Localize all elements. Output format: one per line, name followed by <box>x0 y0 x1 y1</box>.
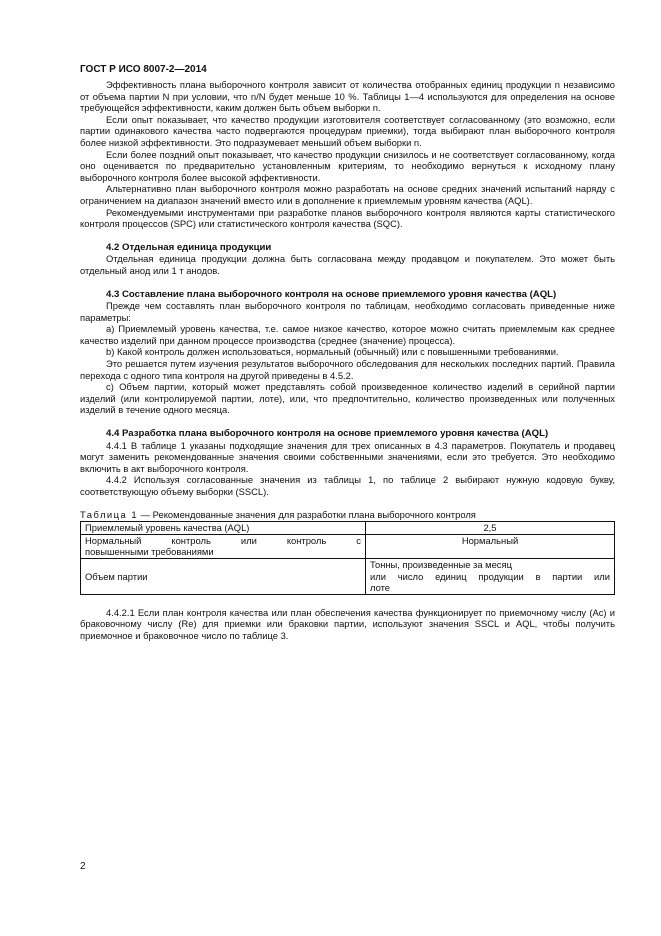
section-heading-4-2: 4.2 Отдельная единица продукции <box>106 241 272 253</box>
table-row <box>81 522 615 535</box>
document-body <box>80 79 615 642</box>
paragraph: 4.4.2.1 Если план контроля качества или план обеспечения качества функционирует по приемочному числу (Ac) и браковочному числу (Re) для приемки или браковки партии, используют значения SSCL и AQL, чтобы получить приемочное и браковочное число по таблице 3. <box>80 606 615 641</box>
recommended-values-table <box>80 521 615 595</box>
cell-line: Тонны, произведенные за месяц <box>370 558 512 570</box>
paragraph: Отдельная единица продукции должна быть согласована между продавцом и покупателем. Это может быть отдельный анод или 1 т анодов. <box>80 253 615 276</box>
table-row <box>81 534 615 558</box>
cell-line: или число единиц продукции в партии или <box>370 570 610 582</box>
cell-line: Нормальный контроль или контроль с <box>85 534 361 546</box>
section-heading-4-4: 4.4 Разработка плана выборочного контроля на основе приемлемого уровня качества (AQL) <box>106 428 549 440</box>
section-heading-4-3: 4.3 Составление плана выборочного контроля на основе приемлемого уровня качества (AQL) <box>106 288 557 300</box>
table-cell: Нормальный <box>366 534 615 558</box>
cell-line: лоте <box>370 582 390 594</box>
paragraph: Альтернативно план выборочного контроля можно разработать на основе средних значений испытаний наряду с ограничением на диапазон значений вместо или в дополнение к приемлемым уровням качества (AQL). <box>80 183 615 206</box>
table-caption <box>80 509 615 521</box>
paragraph: Это решается путем изучения результатов выборочного обследования для нескольких последних партий. Правила перехода с одного типа контроля на другой приведены в 4.5.2. <box>80 358 615 381</box>
list-item-c: c) Объем партии, который может представлять собой произведенное количество изделий в серийной партии изделий (или контролируемой партии, лоте), или, что предпочтительно, количество произведенных или полученных изделий в течение одного месяца. <box>80 381 615 416</box>
paragraph: 4.4.2 Используя согласованные значения из таблицы 1, по таблице 2 выбирают нужную кодовую букву, соответствующую объему выборки (SSCL). <box>80 474 615 497</box>
table-cell <box>81 534 366 558</box>
table-row <box>81 558 615 594</box>
table-caption-label: Таблица 1 <box>80 508 139 520</box>
table-cell <box>366 558 615 594</box>
document-header: ГОСТ Р ИСО 8007-2—2014 <box>80 64 207 75</box>
paragraph: Если опыт показывает, что качество продукции изготовителя соответствует согласованному (это возможно, если партии одинакового качества часто подвергаются процедурам приемки), тогда выбирают план выборочного контроля более низкой эффективности. Это подразумевает меньший объем выборки n. <box>80 113 615 148</box>
page-number: 2 <box>80 861 86 872</box>
list-item-b: b) Какой контроль должен использоваться, нормальный (обычный) или с повышенными требованиями. <box>106 346 559 358</box>
cell-line: повышенными требованиями <box>85 546 214 558</box>
paragraph: Прежде чем составлять план выборочного контроля по таблицам, необходимо согласовать приведенные ниже параметры: <box>80 300 615 323</box>
paragraph: Рекомендуемыми инструментами при разработке планов выборочного контроля являются карты статистического контроля процессов (SPC) или статистического контроля качества (SQC). <box>80 206 615 230</box>
table-caption-text: — Рекомендованные значения для разработки плана выборочного контроля <box>138 508 476 520</box>
paragraph: Эффективность плана выборочного контроля зависит от количества отобранных единиц продукции n независимо от объема партии N при условии, что n/N будет меньше 10 %. Таблицы 1—4 используются для определения на основе требующейся эффективности, каким должен быть объем выборки n. <box>80 79 615 114</box>
paragraph: Если более поздний опыт показывает, что качество продукции снизилось и не соответствует согласованному, когда оно оценивается по предварительно установленным критериям, то необходимо вернуться к исходному плану выборочного контроля более высокой эффективности. <box>80 148 615 183</box>
list-item-a: a) Приемлемый уровень качества, т.е. самое низкое качество, которое можно считать приемлемым как среднее качество изделий при данном процессе производства (среднее (значение) процесса). <box>80 323 615 346</box>
paragraph: 4.4.1 В таблице 1 указаны подходящие значения для трех описанных в 4.3 параметров. Покупатель и продавец могут заменить рекомендованные значения своими собственными значениями, если это требуется. Это необходимо включить в акт выборочного контроля. <box>80 439 615 474</box>
table-cell: Приемлемый уровень качества (AQL) <box>81 522 366 535</box>
table-cell: 2,5 <box>366 522 615 535</box>
table-cell: Объем партии <box>81 558 366 594</box>
